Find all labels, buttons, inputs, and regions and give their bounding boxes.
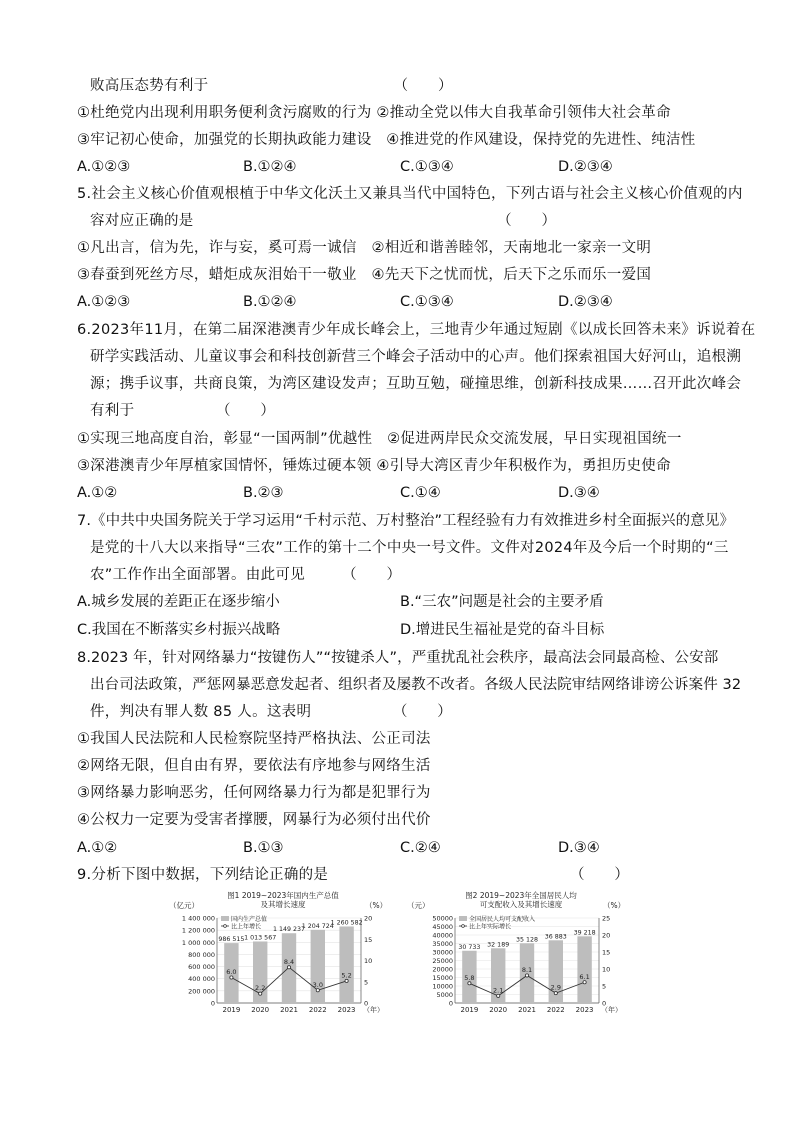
chart2-y2-tick-label: 20 — [602, 931, 611, 940]
chart2-y-tick-label: 50000 — [432, 914, 453, 923]
q8-item-2: ②网络无限，但自由有界，要依法有序地参与网络生活 — [77, 758, 431, 774]
chart2-legend-bar-text: 全国居民人均可支配收入 — [469, 916, 536, 923]
chart1-bar — [339, 926, 353, 1003]
chart2-growth-point — [468, 982, 471, 985]
chart1-y2-tick-label: 0 — [364, 999, 369, 1008]
chart1-growth-point — [259, 992, 262, 995]
q4-stem-cont: 败高压态势有利于 （ ） — [90, 78, 453, 94]
chart2-y-tick-label: 35000 — [432, 940, 453, 948]
chart1-y-tick-label: 1 000 000 — [181, 938, 215, 947]
chart2-growth-point — [583, 981, 586, 984]
chart2-y-tick-label: 40000 — [432, 931, 453, 940]
q5-option-c: C.①③④ — [400, 294, 454, 310]
chart1-y2-tick-label: 5 — [364, 978, 369, 987]
charts-area — [165, 888, 635, 1028]
chart2-bar-label: 35 128 — [515, 936, 539, 944]
chart2-y-tick-label: 0 — [448, 999, 453, 1008]
q8-option-a: A.①② — [77, 840, 118, 856]
chart2-y2-tick-label: 25 — [602, 914, 611, 923]
q6-option-d: D.③④ — [558, 485, 600, 501]
chart2-y-tick-label: 15000 — [432, 974, 453, 982]
chart1-y-tick-label: 200 000 — [188, 987, 215, 996]
chart1-legend-bar-text: 国内生产总值 — [231, 916, 268, 923]
chart1-title: 图1 2019~2023年国内生产总值 — [227, 891, 339, 900]
chart2-title: 图2 2019~2023年全国居民人均 — [465, 891, 577, 900]
chart2-bar — [577, 936, 591, 1003]
q4-option-c: C.①③④ — [400, 159, 454, 175]
chart1-y2-tick-label: 15 — [364, 935, 373, 944]
q5-option-b: B.①②④ — [243, 294, 297, 310]
chart1-growth-label: 6.0 — [226, 968, 237, 976]
chart1-growth-point — [316, 989, 319, 992]
q6-stem-line-2: 研学实践活动、儿童议事会和科技创新营三个峰会子活动中的心声。他们探索祖国大好河山，追根溯 — [90, 349, 742, 365]
chart2-growth-label: 5.8 — [464, 973, 475, 982]
q6-stem-line-3: 源；携手议事，共商良策，为湾区建设发声；互助互勉，碰撞思维，创新科技成果……召开此次峰会 — [90, 376, 742, 392]
chart1-y-tick-label: 1 400 000 — [181, 914, 215, 923]
q8-stem-line-1: 8.2023 年，针对网络暴力“按键伤人”“按键杀人”，严重扰乱社会秩序，最高法会同最高检、公安部 — [77, 650, 719, 666]
chart2-y2-tick-label: 5 — [602, 982, 607, 991]
chart1-bar-label: 986 515 — [218, 936, 245, 944]
q5-stem-line-1: 5.社会主义核心价值观根植于中华文化沃土又兼具当代中国特色，下列古语与社会主义核心价值观的内 — [77, 186, 743, 202]
chart1-y2-unit: （%） — [365, 901, 388, 910]
chart1-legend-line-marker — [224, 925, 227, 928]
gdp-chart — [165, 888, 397, 1028]
chart2-bar-label: 32 189 — [487, 941, 510, 949]
chart2-y2-tick-label: 0 — [602, 999, 607, 1008]
chart1-x-tick-label: 2022 — [308, 1006, 327, 1014]
chart2-y-tick-label: 20000 — [432, 965, 453, 974]
chart2-growth-label: 2.1 — [493, 986, 504, 995]
chart2-y2-unit: （%） — [603, 901, 626, 910]
q8-item-3: ③网络暴力影响恶劣，任何网络暴力行为都是犯罪行为 — [77, 785, 431, 801]
q9-answer-paren: （ ） — [570, 867, 630, 883]
chart2-bar-label: 39 218 — [573, 929, 596, 937]
q5-item-line-1: ①凡出言，信为先，诈与妄，奚可焉一诚信 ②相近和谐善睦邻，天南地北一家亲一文明 — [77, 240, 652, 256]
chart2-y-tick-label: 30000 — [432, 948, 453, 957]
q6-option-a: A.①② — [77, 485, 118, 501]
q7-option-c: C.我国在不断落实乡村振兴战略 — [77, 622, 281, 638]
chart2-y-unit: （元） — [407, 901, 430, 910]
chart2-legend-line-marker — [462, 925, 465, 928]
chart2-legend-line-text: 比上年实际增长 — [469, 923, 512, 931]
chart2-growth-point — [497, 994, 500, 997]
chart1-x-tick-label: 2021 — [280, 1006, 298, 1014]
chart1-x-tick-label: 2020 — [251, 1006, 270, 1014]
chart1-legend-line-text: 比上年增长 — [231, 923, 262, 931]
chart2-x-tick-label: 2019 — [460, 1006, 479, 1014]
q4-item-line-1: ①杜绝党内出现利用职务便利贪污腐败的行为 ②推动全党以伟大自我革命引领伟大社会革命 — [77, 105, 671, 121]
chart1-x-tick-label: 2023 — [337, 1006, 356, 1014]
q6-item-line-2: ③深港澳青少年厚植家国情怀，锤炼过硬本领 ④引导大湾区青少年积极作为，勇担历史使命 — [77, 458, 671, 474]
chart1-bar-label: 1 013 567 — [244, 934, 277, 942]
q5-stem-line-2: 容对应正确的是 （ ） — [90, 213, 557, 229]
chart2-growth-label: 2.9 — [550, 983, 561, 992]
q8-stem-line-3: 件，判决有罪人数 85 人。这表明 （ ） — [90, 704, 453, 720]
chart2-y2-tick-label: 10 — [602, 965, 611, 974]
chart1-y-tick-label: 1 200 000 — [181, 926, 215, 935]
q8-option-c: C.②④ — [400, 840, 441, 856]
q8-item-1: ①我国人民法院和人民检察院坚持严格执法、公正司法 — [77, 731, 431, 747]
chart1-growth-point — [345, 979, 348, 982]
chart2-legend-bar-swatch — [459, 916, 467, 921]
chart1-growth-point — [230, 976, 233, 979]
q7-stem-line-2: 是党的十八大以来指导“三农”工作的第十二个中央一号文件。文件对2024年及今后一个时期的“三 — [90, 540, 729, 556]
q6-option-b: B.②③ — [243, 485, 284, 501]
chart1-bar-label: 1 149 237 — [272, 926, 306, 934]
chart2-y-tick-label: 5000 — [436, 991, 453, 999]
q7-option-a: A.城乡发展的差距正在逐步缩小 — [77, 594, 280, 610]
q7-option-b: B.“三农”问题是社会的主要矛盾 — [400, 594, 604, 610]
chart1-growth-point — [287, 966, 290, 969]
chart2-x-tick-label: 2023 — [575, 1006, 594, 1014]
chart1-bar-label: 1 260 582 — [330, 919, 363, 927]
chart2-subtitle: 可支配收入及其增长速度 — [479, 900, 563, 909]
q6-stem-line-1: 6.2023年11月，在第二届深港澳青少年成长峰会上，三地青少年通过短剧《以成长回答未来》诉说着在 — [77, 322, 756, 338]
chart1-growth-label: 3.0 — [312, 980, 323, 989]
q6-item-line-1: ①实现三地高度自治，彰显“一国两制”优越性 ②促进两岸民众交流发展，早日实现祖国统一 — [77, 431, 682, 447]
chart1-x-unit: （年） — [363, 1006, 384, 1014]
chart1-subtitle: 及其增长速度 — [260, 900, 306, 909]
chart1-legend-bar-swatch — [221, 916, 229, 921]
q6-option-c: C.①④ — [400, 485, 441, 501]
q4-item-line-2: ③牢记初心使命，加强党的长期执政能力建设 ④推进党的作风建设，保持党的先进性、纯洁性 — [77, 132, 696, 148]
chart1-x-tick-label: 2019 — [222, 1006, 241, 1014]
chart1-y2-tick-label: 20 — [364, 914, 373, 923]
q7-option-d: D.增进民生福祉是党的奋斗目标 — [400, 622, 605, 638]
q8-item-4: ④公权力一定要为受害者撑腰，网暴行为必须付出代价 — [77, 812, 431, 828]
q4-option-a: A.①②③ — [77, 159, 131, 175]
chart1-y-unit: （亿元） — [169, 901, 199, 910]
chart2-x-tick-label: 2021 — [518, 1006, 536, 1014]
chart2-growth-point — [554, 992, 557, 995]
q4-option-d: D.②③④ — [558, 159, 613, 175]
chart1-bar-label: 1 204 724 — [301, 922, 334, 930]
q9-stem: 9.分析下图中数据，下列结论正确的是 — [77, 867, 329, 883]
q5-item-line-2: ③春蚕到死丝方尽，蜡炬成灰泪始干一敬业 ④先天下之忧而忧，后天下之乐而乐一爱国 — [77, 267, 652, 283]
q4-option-b: B.①②④ — [243, 159, 297, 175]
income-chart — [403, 888, 635, 1028]
q7-stem-line-3: 农”工作作出全面部署。由此可见 （ ） — [90, 567, 402, 583]
q5-option-a: A.①②③ — [77, 294, 131, 310]
chart2-bar-label: 30 733 — [458, 943, 481, 951]
chart1-y-tick-label: 600 000 — [188, 963, 215, 972]
chart1-y-tick-label: 400 000 — [188, 975, 215, 984]
chart2-y-tick-label: 45000 — [432, 923, 453, 931]
q5-option-d: D.②③④ — [558, 294, 613, 310]
chart2-growth-label: 8.1 — [521, 965, 533, 974]
chart2-x-tick-label: 2020 — [489, 1006, 508, 1014]
q6-stem-line-4: 有利于 （ ） — [90, 403, 276, 419]
chart1-y-tick-label: 0 — [210, 999, 215, 1008]
q8-stem-line-2: 出台司法政策，严惩网暴恶意发起者、组织者及屡教不改者。各级人民法院审结网络诽谤公诉案件 32 — [90, 677, 742, 693]
chart1-growth-label: 5.2 — [341, 971, 352, 980]
q8-option-b: B.①③ — [243, 840, 284, 856]
chart1-growth-label: 8.4 — [283, 957, 295, 966]
q8-option-d: D.③④ — [558, 840, 600, 856]
chart2-growth-label: 6.1 — [579, 972, 590, 981]
chart2-bar-label: 36 883 — [544, 933, 567, 941]
q7-stem-line-1: 7.《中共中央国务院关于学习运用“千村示范、万村整治”工程经验有力有效推进乡村全面振兴的意见》 — [77, 513, 735, 529]
chart2-growth-point — [525, 974, 528, 977]
chart1-growth-label: 2.2 — [255, 984, 266, 993]
chart1-y2-tick-label: 10 — [364, 957, 373, 965]
chart2-x-unit: （年） — [601, 1006, 622, 1014]
chart1-y-tick-label: 800 000 — [188, 950, 215, 959]
chart2-y2-tick-label: 15 — [602, 948, 611, 957]
chart2-y-tick-label: 10000 — [432, 982, 453, 991]
chart2-y-tick-label: 25000 — [432, 957, 453, 965]
chart2-x-tick-label: 2022 — [546, 1006, 565, 1014]
